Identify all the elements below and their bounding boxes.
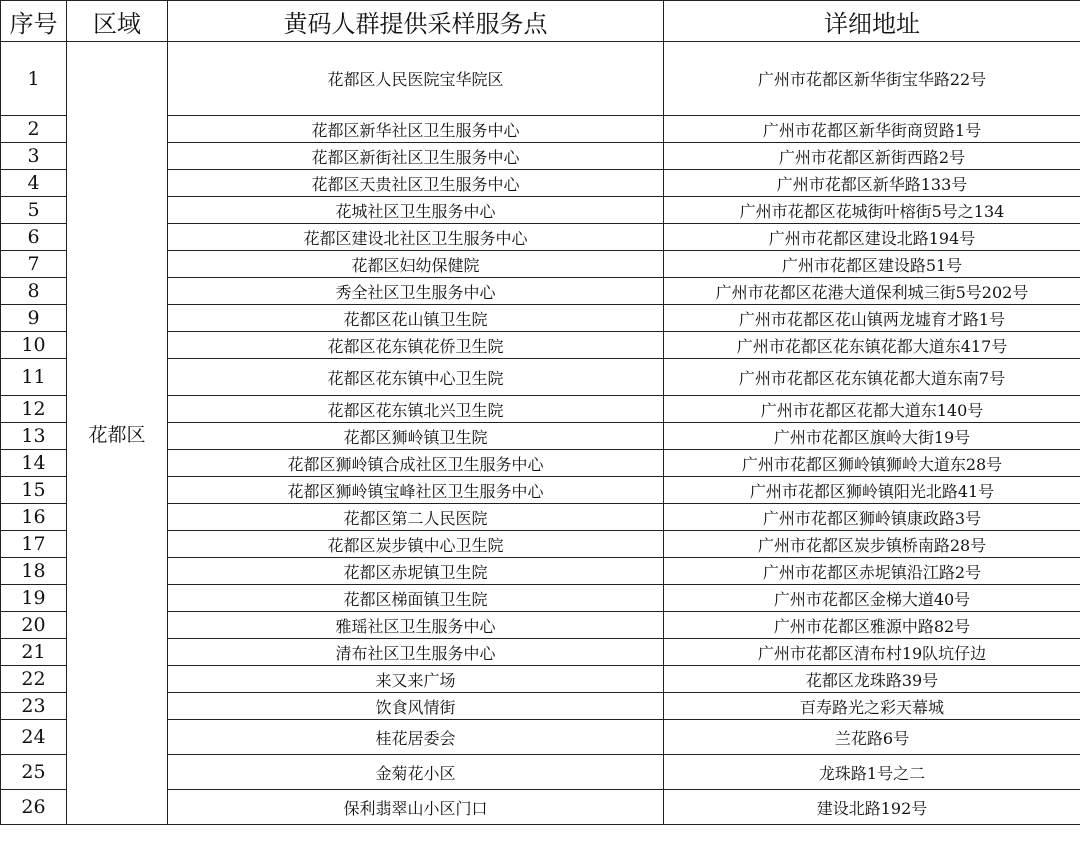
row-index: 26: [1, 790, 67, 825]
site-name: 雅瑶社区卫生服务中心: [168, 612, 664, 639]
row-index: 13: [1, 423, 67, 450]
row-index: 19: [1, 585, 67, 612]
row-index: 12: [1, 396, 67, 423]
site-name: 花都区花山镇卫生院: [168, 305, 664, 332]
site-address: 广州市花都区花都大道东140号: [664, 396, 1080, 423]
site-name: 花都区花东镇花侨卫生院: [168, 332, 664, 359]
site-name: 花都区狮岭镇合成社区卫生服务中心: [168, 450, 664, 477]
row-index: 11: [1, 359, 67, 396]
row-index: 25: [1, 755, 67, 790]
site-name: 花城社区卫生服务中心: [168, 197, 664, 224]
row-index: 6: [1, 224, 67, 251]
row-index: 20: [1, 612, 67, 639]
header-site: 黄码人群提供采样服务点: [168, 1, 664, 42]
site-address: 广州市花都区新华街商贸路1号: [664, 116, 1080, 143]
row-index: 2: [1, 116, 67, 143]
row-index: 23: [1, 693, 67, 720]
site-address: 广州市花都区花城街叶榕街5号之134: [664, 197, 1080, 224]
site-address: 广州市花都区建设北路194号: [664, 224, 1080, 251]
site-address: 广州市花都区花山镇两龙墟育才路1号: [664, 305, 1080, 332]
site-address: 广州市花都区赤坭镇沿江路2号: [664, 558, 1080, 585]
site-address: 广州市花都区建设路51号: [664, 251, 1080, 278]
site-address: 广州市花都区花东镇花都大道东417号: [664, 332, 1080, 359]
site-name: 秀全社区卫生服务中心: [168, 278, 664, 305]
row-index: 3: [1, 143, 67, 170]
site-name: 饮食风情街: [168, 693, 664, 720]
site-address: 广州市花都区雅源中路82号: [664, 612, 1080, 639]
site-address: 广州市花都区狮岭镇阳光北路41号: [664, 477, 1080, 504]
row-index: 22: [1, 666, 67, 693]
site-name: 金菊花小区: [168, 755, 664, 790]
row-index: 24: [1, 720, 67, 755]
table-row: [1, 42, 1080, 116]
row-index: 14: [1, 450, 67, 477]
site-address: 广州市花都区花东镇花都大道东南7号: [664, 359, 1080, 396]
row-index: 17: [1, 531, 67, 558]
row-index: 16: [1, 504, 67, 531]
site-address: 广州市花都区金梯大道40号: [664, 585, 1080, 612]
site-name: 花都区赤坭镇卫生院: [168, 558, 664, 585]
site-address: 广州市花都区花港大道保利城三街5号202号: [664, 278, 1080, 305]
row-index: 4: [1, 170, 67, 197]
site-name: 桂花居委会: [168, 720, 664, 755]
site-name: 花都区花东镇中心卫生院: [168, 359, 664, 396]
site-address: 广州市花都区炭步镇桥南路28号: [664, 531, 1080, 558]
site-name: 花都区建设北社区卫生服务中心: [168, 224, 664, 251]
row-index: 8: [1, 278, 67, 305]
site-address: 广州市花都区新华路133号: [664, 170, 1080, 197]
site-address: 广州市花都区旗岭大街19号: [664, 423, 1080, 450]
row-index: 5: [1, 197, 67, 224]
header-index: 序号: [1, 1, 67, 42]
site-name: 花都区狮岭镇宝峰社区卫生服务中心: [168, 477, 664, 504]
row-index: 10: [1, 332, 67, 359]
site-name: 花都区炭步镇中心卫生院: [168, 531, 664, 558]
site-address: 百寿路光之彩天幕城: [664, 693, 1080, 720]
site-address: 花都区龙珠路39号: [664, 666, 1080, 693]
site-name: 花都区梯面镇卫生院: [168, 585, 664, 612]
site-name: 来又来广场: [168, 666, 664, 693]
row-index: 1: [1, 42, 67, 116]
site-address: 兰花路6号: [664, 720, 1080, 755]
row-index: 21: [1, 639, 67, 666]
site-name: 花都区新华社区卫生服务中心: [168, 116, 664, 143]
site-address: 龙珠路1号之二: [664, 755, 1080, 790]
row-index: 7: [1, 251, 67, 278]
site-address: 广州市花都区新华街宝华路22号: [664, 42, 1080, 116]
site-name: 清布社区卫生服务中心: [168, 639, 664, 666]
site-name: 花都区花东镇北兴卫生院: [168, 396, 664, 423]
site-name: 花都区妇幼保健院: [168, 251, 664, 278]
site-address: 建设北路192号: [664, 790, 1080, 825]
row-index: 15: [1, 477, 67, 504]
header-district: 区域: [67, 1, 168, 42]
row-index: 18: [1, 558, 67, 585]
site-address: 广州市花都区清布村19队坑仔边: [664, 639, 1080, 666]
header-row: [1, 1, 1080, 42]
site-address: 广州市花都区狮岭镇康政路3号: [664, 504, 1080, 531]
site-name: 花都区天贵社区卫生服务中心: [168, 170, 664, 197]
site-name: 花都区第二人民医院: [168, 504, 664, 531]
site-name: 花都区狮岭镇卫生院: [168, 423, 664, 450]
site-address: 广州市花都区狮岭镇狮岭大道东28号: [664, 450, 1080, 477]
site-name: 花都区新街社区卫生服务中心: [168, 143, 664, 170]
header-address: 详细地址: [664, 1, 1080, 42]
row-index: 9: [1, 305, 67, 332]
site-address: 广州市花都区新街西路2号: [664, 143, 1080, 170]
district-cell: 花都区: [67, 42, 168, 825]
site-name: 保利翡翠山小区门口: [168, 790, 664, 825]
site-name: 花都区人民医院宝华院区: [168, 42, 664, 116]
